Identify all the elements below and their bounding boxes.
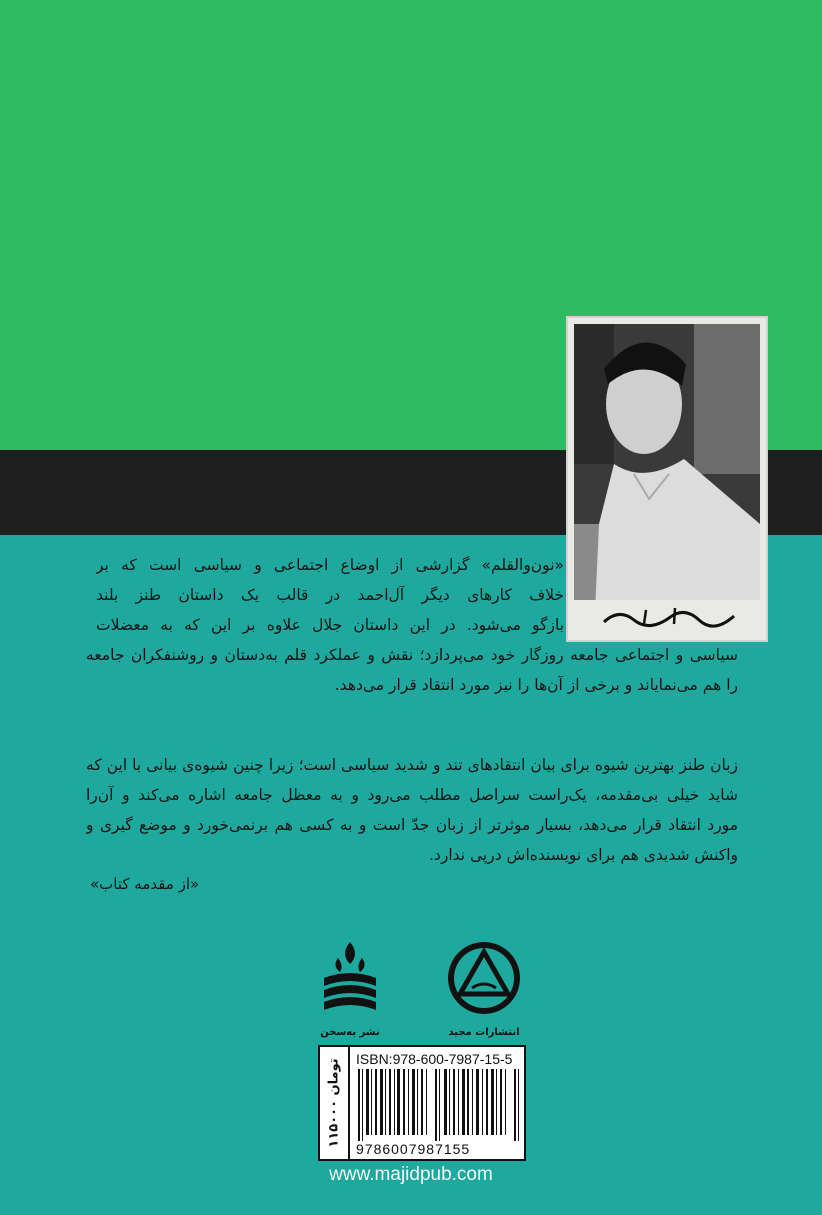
barcode-block <box>318 1045 526 1161</box>
publisher-website[interactable]: www.majidpub.com <box>329 1164 493 1185</box>
blurb-paragraph-1-continued <box>86 640 738 700</box>
text-line: واکنش شدیدی هم برای نویسنده‌اش درپی ندارد. <box>429 846 738 864</box>
isbn-text: ISBN:978-600-7987-15-5 <box>356 1051 513 1067</box>
sokhan-logo <box>318 938 382 1038</box>
text-line: را هم می‌نمایاند و برخی از آن‌ها را نیز مورد انتقاد قرار می‌دهد. <box>334 676 738 694</box>
text-line: زبان طنز بهترین شیوه برای بیان انتقادهای تند و شدید سیاسی است؛ زیرا چنین شیوه‌ی بیانی با این که <box>86 756 738 774</box>
blurb-paragraph-1 <box>96 550 564 640</box>
blurb-paragraph-2 <box>86 750 738 870</box>
text-line: شاید خیلی بی‌مقدمه، یک‌راست سراصل مطلب می‌رود و به معظل جامعه اشاره می‌کند و آن‌را <box>86 786 738 804</box>
price-text: ۱۱۵۰۰۰ تومان <box>326 1058 342 1148</box>
text-line: خلاف کارهای دیگر آل‌احمد در قالب یک داستان طنز بلند <box>96 586 564 604</box>
text-line: سیاسی و اجتماعی جامعه روزگار خود می‌پردازد؛ نقش و عملکرد قلم به‌دستان و روشنفکران جامعه <box>86 646 738 664</box>
barcode-bars <box>356 1069 522 1141</box>
majid-caption: انتشارات مجید <box>448 1027 520 1038</box>
barcode-number: 9786007987155 <box>356 1141 471 1157</box>
text-line: بازگو می‌شود. در این داستان جلال علاوه بر این که به معضلات <box>96 616 564 634</box>
price-label <box>320 1047 350 1159</box>
author-photo <box>566 316 768 642</box>
triangle-book-icon <box>444 938 524 1022</box>
text-line: مورد انتقاد قرار می‌دهد، بسیار موثرتر از زبان جدّ است و به کسی هم برنمی‌خورد و موضع گیری و <box>86 816 738 834</box>
majid-logo <box>444 938 524 1038</box>
source-attribution: «از مقدمه کتاب» <box>90 875 200 893</box>
sokhan-caption: نشر به‌سخن <box>320 1027 380 1038</box>
book-tree-icon <box>318 938 382 1022</box>
portrait-image <box>574 324 760 634</box>
text-line: «نون‌والقلم» گزارشی از اوضاع اجتماعی و سیاسی است که بر <box>96 556 564 574</box>
signature-icon <box>574 600 760 634</box>
